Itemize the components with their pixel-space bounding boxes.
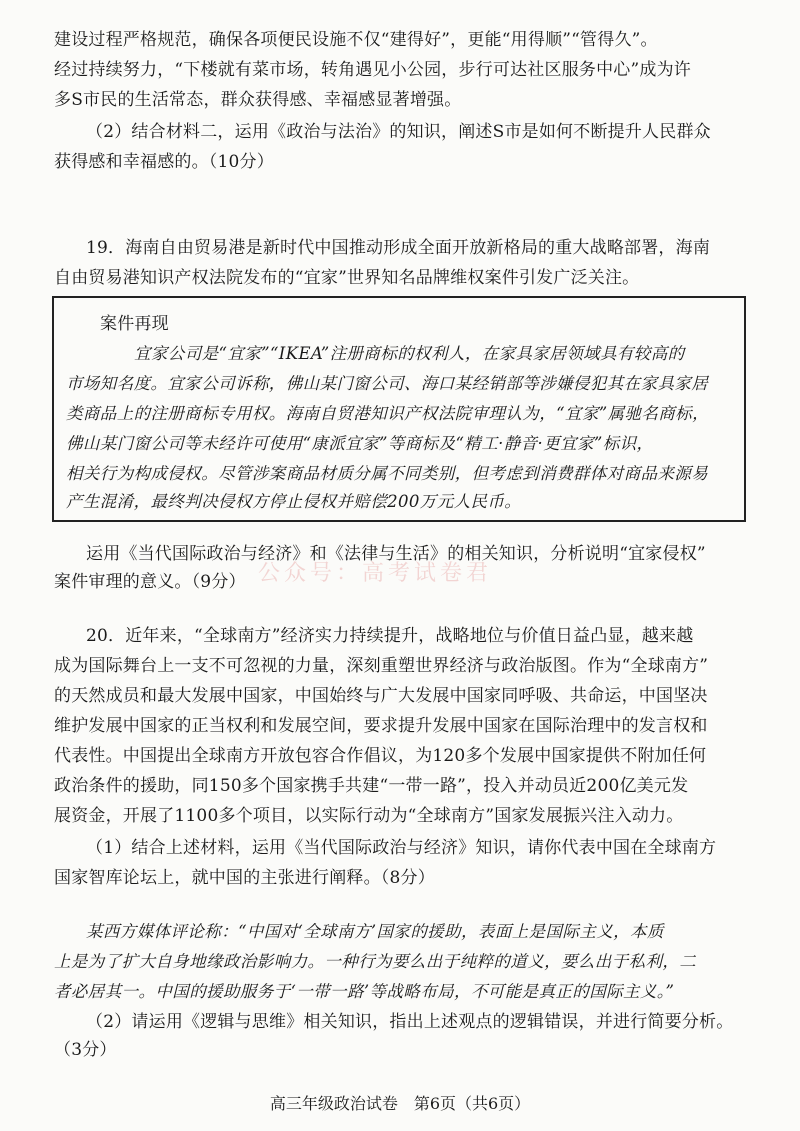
question-20-intro: 的天然成员和最大发展中国家，中国始终与广大发展中国家同呼吸、共命运，中国坚决 [54,686,708,706]
material-line: 建设过程严格规范，确保各项便民设施不仅“建得好”，更能“用得顺”“管得久”。 [54,30,658,50]
question-20-2: （2）请运用《逻辑与思维》相关知识，指出上述观点的逻辑错误，并进行简要分析。 [86,1012,734,1032]
question-20-intro: 展资金，开展了1100多个项目，以实际行动为“全球南方”国家发展振兴注入动力。 [54,806,684,826]
case-line: 市场知名度。宜家公司诉称，佛山某门窗公司、海口某经销部等涉嫌侵犯其在家具家居 [66,374,709,393]
media-comment-line: 某西方媒体评论称：“中国对‘全球南方’国家的援助，表面上是国际主义，本质 [86,922,664,941]
page-footer: 高三年级政治试卷 第6页（共6页） [269,1094,531,1113]
question-19-intro: 自由贸易港知识产权法院发布的“宜家”世界知名品牌维权案件引发广泛关注。 [54,268,640,288]
media-comment-line: 上是为了扩大自身地缘政治影响力。一种行为要么出于纯粹的道义，要么出于私利，二 [54,952,697,971]
question-19: 案件审理的意义。（9分） [54,572,246,592]
question-19: 运用《当代国际政治与经济》和《法律与生活》的相关知识，分析说明“宜家侵权” [86,544,706,564]
question-20-intro: 维护发展中国家的正当权利和发展空间，要求提升发展中国家在国际治理中的发言权和 [54,716,708,736]
question-20-2: （3分） [54,1040,117,1060]
question-20-1: （1）结合上述材料，运用《当代国际政治与经济》知识，请你代表中国在全球南方 [86,838,717,858]
case-line: 佛山某门窗公司等未经许可使用“康派宜家”等商标及“精工·静音·更宜家”标识， [66,434,654,453]
case-line: 类商品上的注册商标专用权。海南自贸港知识产权法院审理认为，“宜家”属驰名商标， [66,404,709,423]
question-20-1: 国家智库论坛上，就中国的主张进行阐释。（8分） [54,868,435,888]
question-19-intro: 19．海南自由贸易港是新时代中国推动形成全面开放新格局的重大战略部署，海南 [86,238,711,258]
material-line: 经过持续努力，“下楼就有菜市场，转角遇见小公园，步行可达社区服务中心”成为许 [54,60,691,80]
media-comment-line: 者必居其一。中国的援助服务于‘一带一路’等战略布局，不可能是真正的国际主义。” [54,982,675,1001]
question-20-intro: 20．近年来，“全球南方”经济实力持续提升，战略地位与价值日益凸显，越来越 [86,626,694,646]
watermark: 公众号：高考试卷君 [258,561,493,586]
material-line: 多S市民的生活常态，群众获得感、幸福感显著增强。 [54,90,462,110]
question-20-intro: 政治条件的援助，同150多个国家携手共建“一带一路”，投入并动员近200亿美元发 [54,776,689,796]
question-18-2: 获得感和幸福感的。（10分） [54,152,274,172]
case-line: 宜家公司是“宜家”“IKEA”注册商标的权利人，在家具家居领域具有较高的 [134,344,685,363]
case-title: 案件再现 [100,314,169,334]
case-line: 相关行为构成侵权。尽管涉案商品材质分属不同类别，但考虑到消费群体对商品来源易 [66,464,709,483]
case-line: 产生混淆，最终判决侵权方停止侵权并赔偿200万元人民币。 [66,492,522,511]
question-20-intro: 代表性。中国提出全球南方开放包容合作倡议，为120多个发展中国家提供不附加任何 [54,746,707,766]
question-20-intro: 成为国际舞台上一支不可忽视的力量，深刻重塑世界经济与政治版图。作为“全球南方” [54,656,709,676]
question-18-2: （2）结合材料二，运用《政治与法治》的知识，阐述S市是如何不断提升人民群众 [86,122,711,142]
